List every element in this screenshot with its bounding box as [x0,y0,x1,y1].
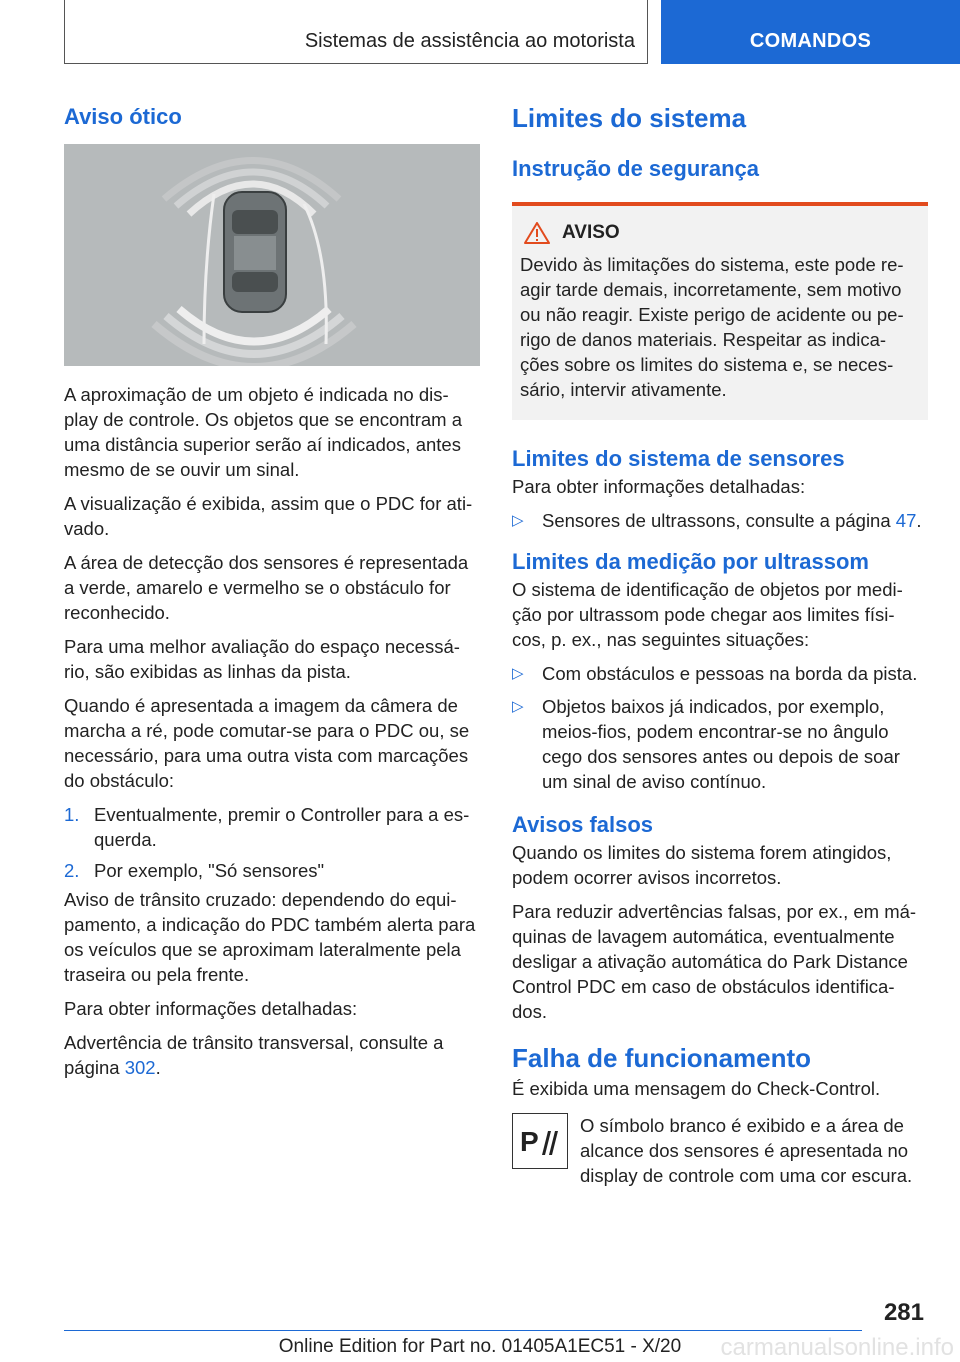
warning-triangle-icon [524,222,550,244]
pdc-warning-icon [512,1113,568,1169]
list-item [512,508,928,533]
footer-edition: Online Edition for Part no. 01405A1EC51 - X/20 [278,1336,682,1357]
paragraph-camera: Quando é apresentada a imagem da câmera de marcha a ré, pode comutar-se para o PDC ou, se necessário, para uma outra vista com marcações do obstáculo: [64,695,470,791]
paragraph-avisos-falsos-1: Quando os limites do sistema forem atingidos, podem ocorrer avisos incorretos. [512,842,892,888]
paragraph-aproximacao: A aproximação de um objeto é indicada no dis-play de controle. Os objetos que se encontram a uma distância superior serão aí indicados, antes mesmo de se ouvir um sinal. [64,384,462,480]
list-item [64,802,480,852]
warning-box [512,202,928,420]
header-tab-label: COMANDOS [749,30,872,52]
paragraph-info: Para obter informações detalhadas: [64,998,358,1019]
sensors-text: Sensores de ultrassons, consulte a página [542,510,891,531]
heading-limites-sistema: Limites do sistema [512,103,747,133]
step-text: Por exemplo, "Só sensores" [94,860,325,881]
bullet-text [542,508,922,533]
page-link-302[interactable]: 302 [124,1057,156,1078]
header-tab-comandos[interactable] [661,0,960,64]
pdc-symbol-row [512,1113,928,1188]
paragraph-area-deteccao: A área de detecção dos sensores é representada a verde, amarelo e vermelho se o obstáculo for reconhecido. [64,552,469,623]
watermark: carmanualsonline.info [720,1334,954,1361]
right-column [512,100,928,1188]
step-text: Eventualmente, premir o Controller para a es-querda. [94,804,470,850]
paragraph-visualizacao: A visualização é exibida, assim que o PDC for ati-vado. [64,493,473,539]
paragraph-transito-cruzado: Aviso de trânsito cruzado: dependendo do equi-pamento, a indicação do PDC também alerta para os veículos que se aproximam lateralmente pela traseira ou pela frente. [64,889,476,985]
header-title: Sistemas de assistência ao motorista [304,30,635,52]
page-number: 281 [883,1299,924,1326]
list-item [512,661,928,686]
heading-falha-funcionamento: Falha de funcionamento [512,1043,812,1073]
ultrassom-list [512,661,928,794]
paragraph-avisos-falsos-2: Para reduzir advertências falsas, por ex., em má-quinas de lavagem automática, eventualmente desligar a ativação automática do Park Distance Control PDC em caso de obstáculos identifica-dos. [512,901,917,1022]
paragraph-avaliacao: Para uma melhor avaliação do espaço necessá-rio, são exibidas as linhas da pista. [64,636,460,682]
bullet-text: Objetos baixos já indicados, por exemplo, meios-fios, podem encontrar-se no ângulo cego dos sensores antes ou depois de soar um sinal de aviso contínuo. [542,696,900,792]
bullet-triangle-icon: ▷ [512,698,524,715]
paragraph-ultrassom: O sistema de identificação de objetos por medi-ção por ultrassom pode chegar aos limites físi-cos, p. ex., nas seguintes situações: [512,579,903,650]
heading-aviso-otico: Aviso ótico [64,104,182,129]
step-number: 2. [64,860,80,881]
heading-instrucao-seguranca: Instrução de segurança [512,156,759,181]
heading-limites-sensores: Limites do sistema de sensores [512,446,845,471]
paragraph-info-sensores: Para obter informações detalhadas: [512,476,806,497]
pdc-display-figure [64,144,480,366]
paragraph-advertencia [64,1030,480,1080]
warning-title-row [520,222,920,244]
steps-list [64,802,480,883]
bullet-triangle-icon: ▷ [512,665,524,682]
list-item [512,694,928,794]
heading-avisos-falsos: Avisos falsos [512,812,654,837]
pdc-car-image [64,144,480,366]
paragraph-check-control: É exibida uma mensagem do Check-Control. [512,1078,881,1099]
step-number: 1. [64,804,80,825]
pdc-symbol-icon [520,1123,560,1159]
period: . [916,510,922,531]
left-column [64,100,480,1080]
advertencia-text: Advertência de trânsito transversal, consulte a página [64,1032,444,1078]
svg-text:P: P [520,1126,539,1157]
period: . [155,1057,161,1078]
footer-divider [64,1330,862,1331]
sensors-list [512,508,928,533]
header-box [64,0,648,64]
heading-limites-ultrassom: Limites da medição por ultrassom [512,549,869,574]
warning-title: AVISO [562,222,620,243]
paragraph-simbolo-branco: O símbolo branco é exibido e a área de alcance dos sensores é apresentada no display de controle com uma cor escura. [580,1115,913,1186]
bullet-triangle-icon: ▷ [512,512,524,529]
warning-text: Devido às limitações do sistema, este pode re-agir tarde demais, incorretamente, sem motivo ou não reagir. Existe perigo de acidente ou pe-rigo de danos materiais. Respeitar as indica-ções sobre os limites do sistema e, se neces-sário, intervir ativamente. [520,254,904,400]
bullet-text: Com obstáculos e pessoas na borda da pista. [542,663,918,684]
list-item [64,858,480,883]
page-link-47[interactable]: 47 [895,510,917,531]
